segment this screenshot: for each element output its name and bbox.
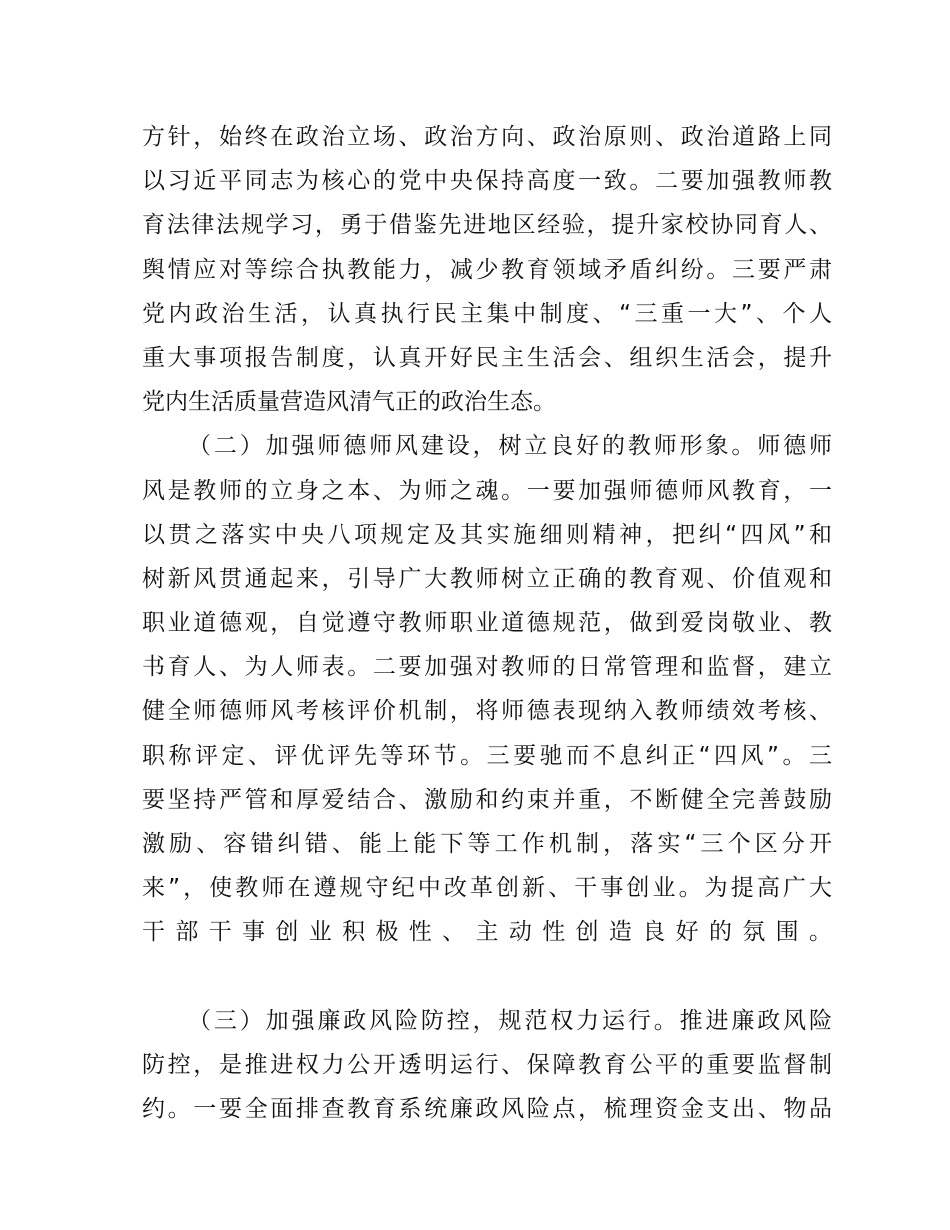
text-line: 书育人、为人师表。二要加强对教师的日常管理和监督，建立 (142, 654, 832, 681)
text-line: 健全师德师风考核评价机制，将师德表现纳入教师绩效考核、 (142, 698, 832, 725)
text-line: 重大事项报告制度，认真开好民主生活会、组织生活会，提升 (142, 344, 832, 371)
paragraph-2 (142, 424, 832, 998)
text-line: 激励、容错纠错、能上能下等工作机制，落实“三个区分开 (142, 831, 832, 857)
text-line: 树新风贯通起来，引导广大教师树立正确的教育观、价值观和 (142, 565, 832, 592)
text-line: 以习近平同志为核心的党中央保持高度一致。二要加强教师教 (142, 168, 832, 195)
text-line: 职业道德观，自觉遵守教师职业道德规范，做到爱岗敬业、教 (142, 610, 832, 637)
text-line: 要坚持严管和厚爱结合、激励和约束并重，不断健全完善鼓励 (142, 786, 832, 813)
text-line (142, 955, 832, 999)
text-line: 防控，是推进权力公开透明运行、保障教育公平的重要监督制 (142, 1051, 832, 1078)
text-line: 风是教师的立身之本、为师之魂。一要加强师德师风教育，一 (142, 477, 832, 504)
text-line: 党内政治生活，认真执行民主集中制度、“三重一大”、个人 (142, 300, 832, 327)
paragraph-3 (142, 999, 832, 1132)
text-line: 干部干事创业积极性、主动性创造良好的氛围。 (142, 919, 832, 946)
section-heading-line: （三）加强廉政风险防控，规范权力运行。推进廉政风险 (188, 1007, 832, 1034)
document-page (142, 115, 832, 1131)
text-line: 来”，使教师在遵规守纪中改革创新、干事创业。为提高广大 (142, 875, 832, 902)
text-line: 育法律法规学习，勇于借鉴先进地区经验，提升家校协同育人、 (142, 212, 832, 239)
text-line: 党内生活质量营造风清气正的政治生态。 (142, 389, 556, 416)
text-line: 职称评定、评优评先等环节。三要驰而不息纠正“四风”。三 (142, 742, 832, 769)
text-line: 舆情应对等综合执教能力，减少教育领域矛盾纠纷。三要严肃 (142, 256, 832, 283)
text-line: 以贯之落实中央八项规定及其实施细则精神，把纠“四风”和 (142, 521, 832, 548)
section-heading-line: （二）加强师德师风建设，树立良好的教师形象。师德师 (188, 433, 832, 460)
text-line: 约。一要全面排查教育系统廉政风险点，梳理资金支出、物品 (142, 1096, 832, 1123)
paragraph-1 (142, 115, 832, 424)
text-line: 方针，始终在政治立场、政治方向、政治原则、政治道路上同 (142, 124, 832, 150)
